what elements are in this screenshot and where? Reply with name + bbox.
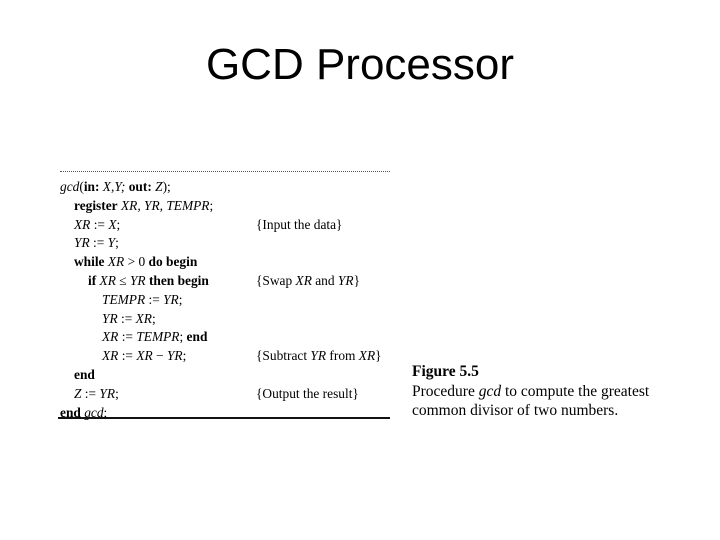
top-rule [60, 171, 390, 172]
code-line-10: XR := XR − YR; {Subtract YR from XR} [60, 347, 400, 366]
figure-caption [412, 362, 712, 421]
caption-line-2: common divisor of two numbers. [412, 402, 619, 419]
gcd-procedure-listing [60, 178, 400, 422]
comment-output: {Output the result} [256, 385, 359, 401]
code-line-13: end gcd; [60, 404, 108, 420]
code-line-1: gcd(in: X,Y; out: Z); [60, 179, 171, 194]
code-line-6: if XR ≤ YR then begin {Swap XR and YR} [60, 272, 400, 291]
bottom-rule [58, 417, 390, 419]
code-line-9: XR := TEMPR; end [102, 329, 208, 345]
code-line-11: end [74, 366, 95, 382]
slide-title: GCD Processor [205, 40, 515, 89]
code-line-7: TEMPR := YR; [102, 291, 183, 307]
code-line-5: while XR > 0 do begin [74, 254, 198, 270]
code-line-8: YR := XR; [102, 310, 156, 326]
comment-input: {Input the data} [256, 216, 343, 232]
code-line-12: Z := YR; {Output the result} [60, 385, 400, 404]
comment-swap: {Swap XR and YR} [256, 272, 360, 288]
code-line-3: XR := X; {Input the data} [60, 216, 400, 235]
code-line-2: register XR, YR, TEMPR; [74, 197, 214, 213]
caption-line-1: Procedure gcd to compute the greatest [412, 382, 650, 400]
comment-subtract: {Subtract YR from XR} [256, 348, 382, 364]
code-line-4: YR := Y; [74, 235, 119, 251]
figure-number: Figure 5.5 [412, 363, 479, 380]
